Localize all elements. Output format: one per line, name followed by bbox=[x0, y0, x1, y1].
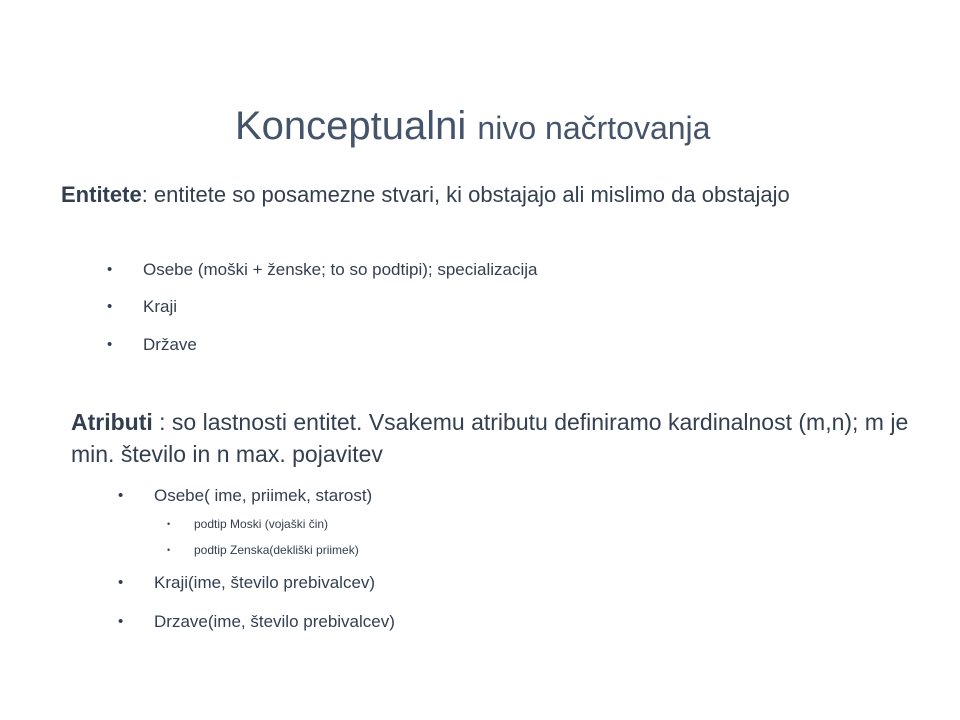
atributi-definition: : so lastnosti entitet. Vsakemu atributu definiramo kardinalnost (m,n); m je min. število in n max. pojavitev bbox=[71, 409, 909, 467]
atributi-paragraph bbox=[71, 406, 931, 470]
entitete-item-label: Kraji bbox=[143, 297, 178, 316]
entitete-definition: : entitete so posamezne stvari, ki obstajajo ali mislimo da obstajajo bbox=[141, 182, 790, 207]
entitete-paragraph bbox=[61, 179, 841, 211]
atributi-item-label: Drzave(ime, število prebivalcev) bbox=[154, 612, 395, 631]
atributi-subitem-label: podtip Zenska(dekliški priimek) bbox=[194, 543, 359, 557]
bullet-icon: • bbox=[118, 487, 124, 504]
slide-title-part1: Konceptualni bbox=[235, 104, 467, 148]
atributi-term: Atributi bbox=[71, 409, 153, 435]
entitete-term: Entitete bbox=[61, 182, 142, 207]
bullet-icon: • bbox=[107, 298, 113, 315]
slide-title-part2: nivo načrtovanja bbox=[477, 110, 711, 146]
bullet-icon: • bbox=[118, 574, 124, 591]
bullet-icon: • bbox=[107, 336, 113, 353]
atributi-item-label: Osebe( ime, priimek, starost) bbox=[154, 486, 373, 505]
entitete-item-label: Osebe (moški + ženske; to so podtipi); specializacija bbox=[143, 260, 538, 279]
bullet-icon: • bbox=[118, 613, 124, 630]
bullet-icon: • bbox=[167, 519, 171, 529]
atributi-subitem-label: podtip Moski (vojaški čin) bbox=[194, 517, 329, 531]
atributi-item-label: Kraji(ime, število prebivalcev) bbox=[154, 573, 376, 592]
bullet-icon: • bbox=[107, 261, 113, 278]
bullet-icon: • bbox=[167, 545, 171, 555]
slide-title bbox=[235, 100, 710, 154]
entitete-item-label: Države bbox=[143, 335, 197, 354]
